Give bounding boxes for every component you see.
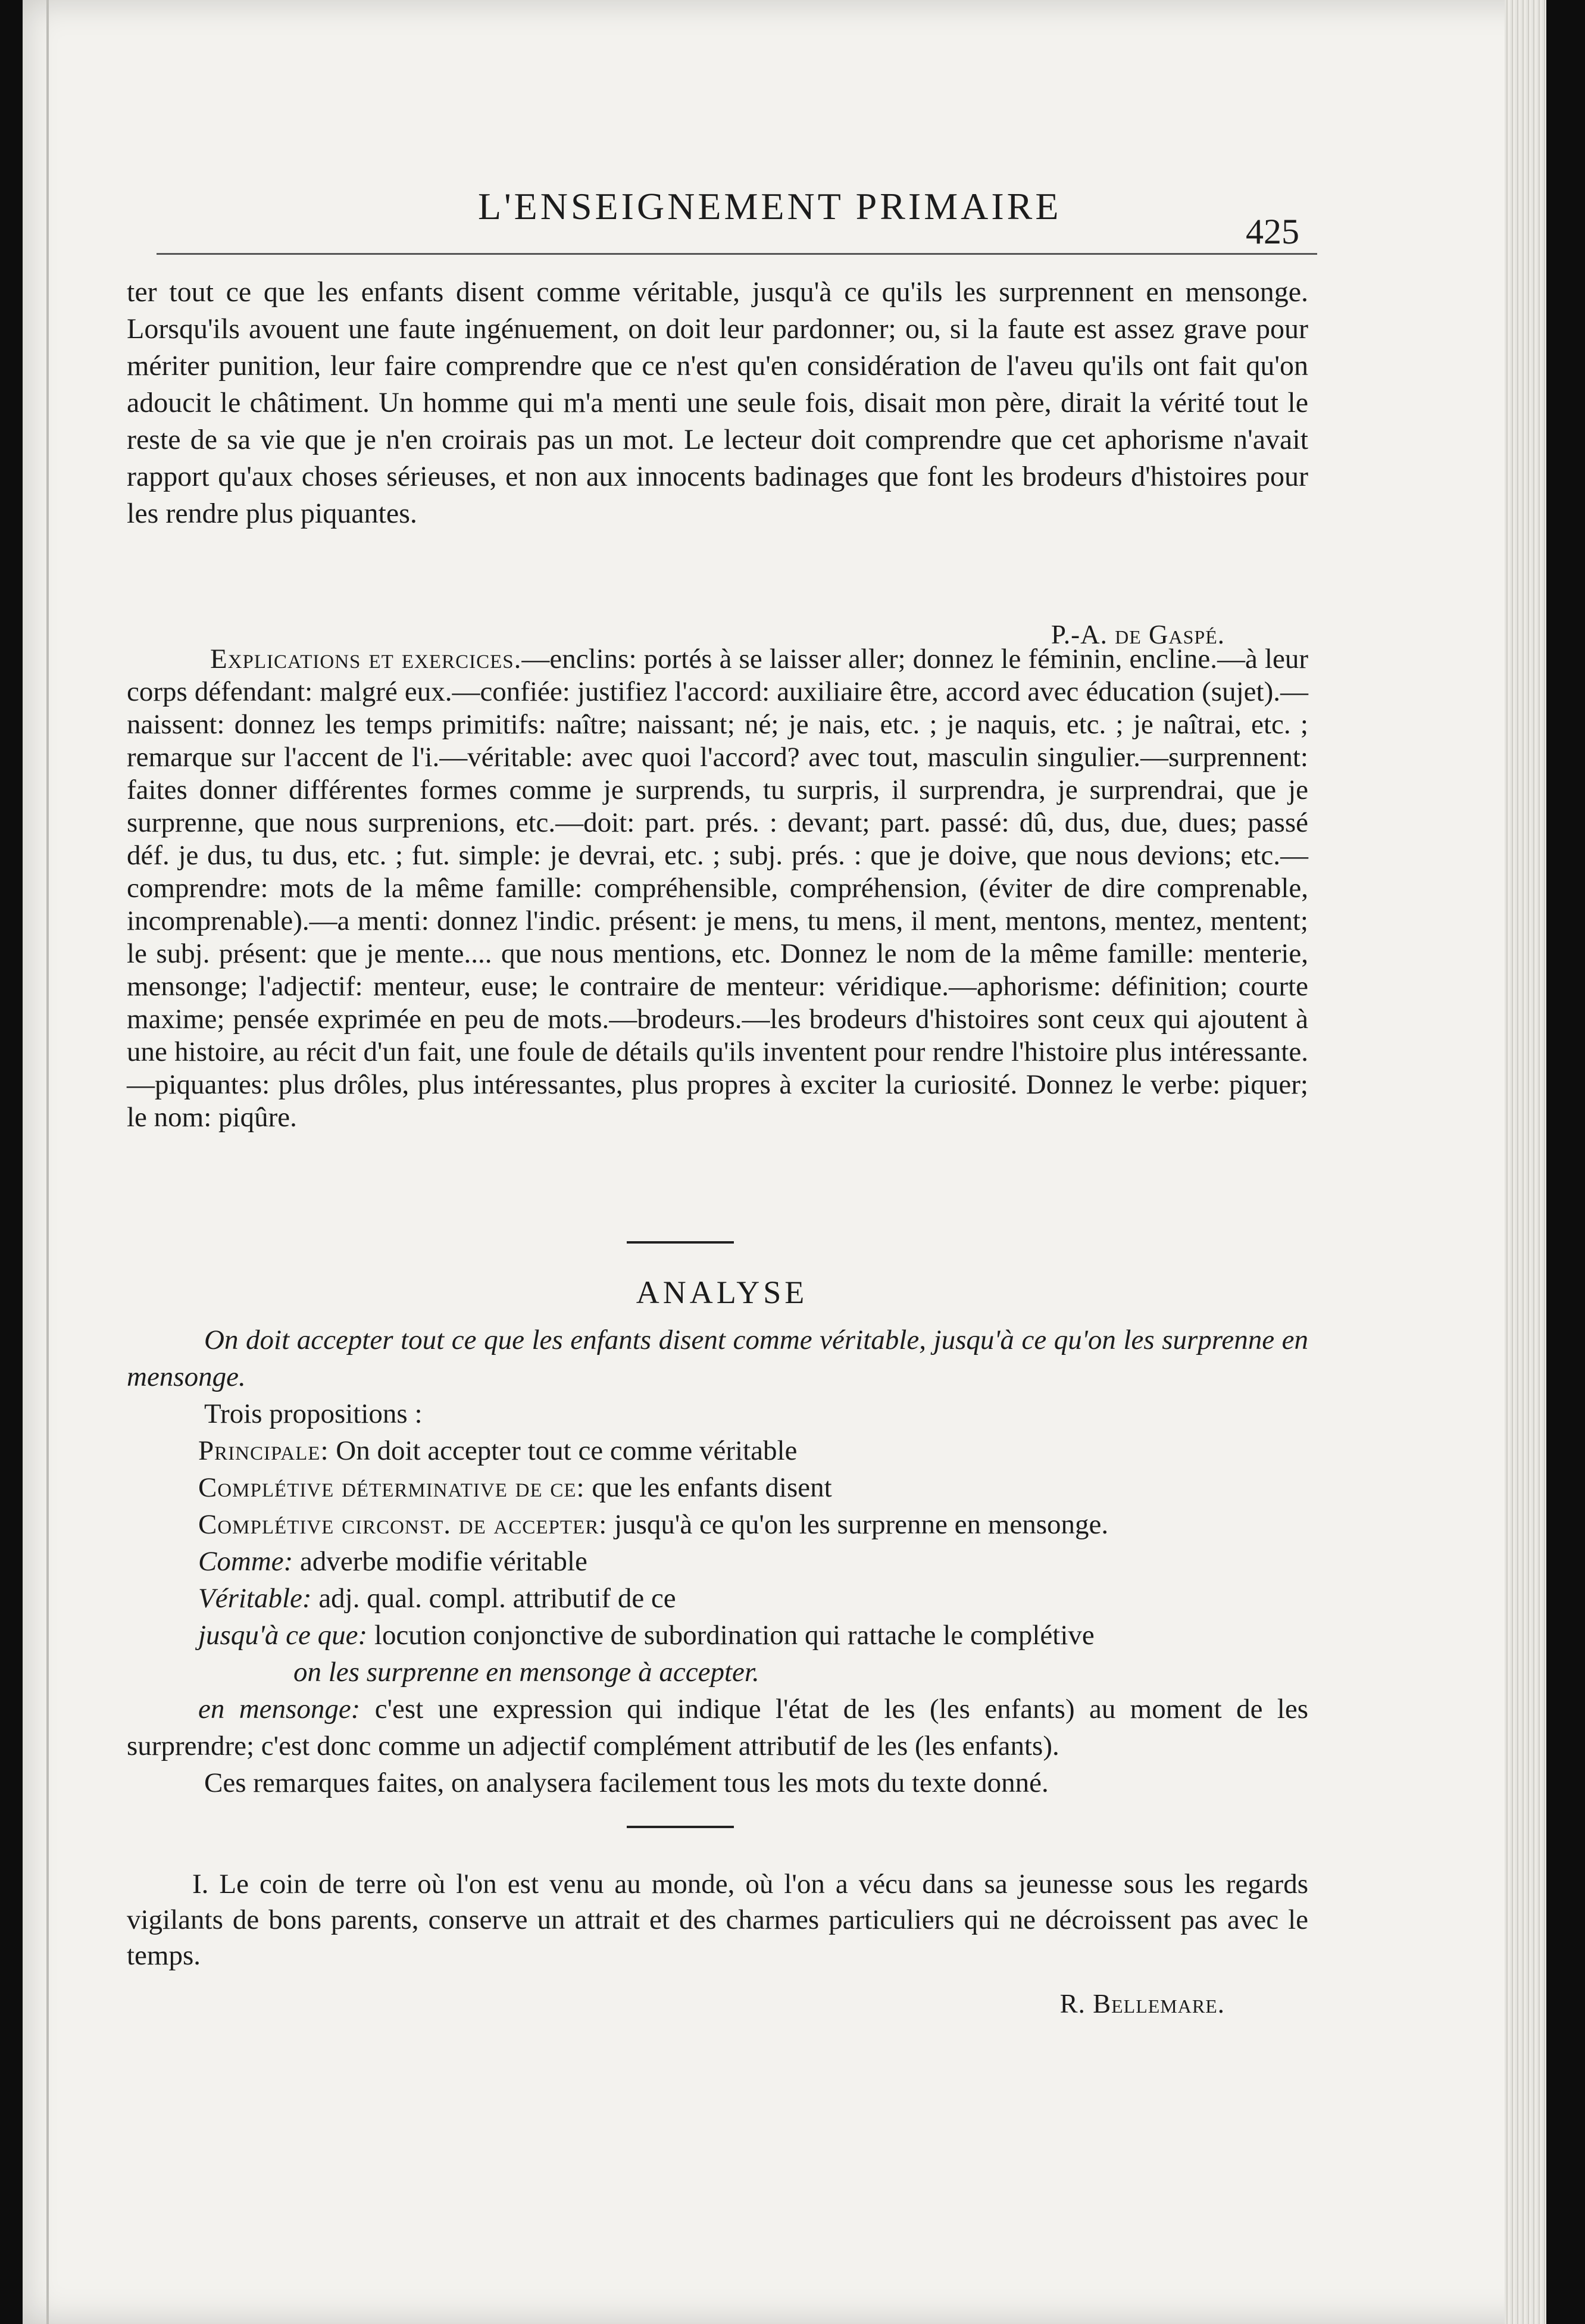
- note-text: locution conjonctive de subordination qui rattache le complétive: [374, 1620, 1095, 1651]
- page-header: [127, 185, 1317, 251]
- analysis-note: [127, 1543, 1308, 1580]
- page-number: 425: [1246, 212, 1299, 251]
- proposition-label: Complétive circonst. de accepter:: [198, 1509, 608, 1540]
- mensonge-term: en mensonge:: [198, 1694, 361, 1725]
- proposition-label: Principale:: [198, 1435, 329, 1466]
- analysis-note: [127, 1617, 1308, 1654]
- analysis-note: [127, 1580, 1308, 1617]
- proposition-text: que les enfants disent: [592, 1472, 832, 1503]
- proposition-item: [127, 1432, 1308, 1469]
- note-continuation: on les surprenne en mensonge à accepter.: [293, 1657, 759, 1688]
- running-title: L'ENSEIGNEMENT PRIMAIRE: [478, 185, 1062, 227]
- author-signature: P.-A. de Gaspé.: [1051, 620, 1225, 649]
- page-edge-stack: [1505, 0, 1546, 2324]
- analyse-closing: Ces remarques faites, on analysera facilement tous les mots du texte donné.: [204, 1767, 1049, 1798]
- note-text: adverbe modifie véritable: [300, 1546, 587, 1577]
- exercises-heading: Explications et exercices.: [210, 644, 522, 674]
- section-divider: [627, 1826, 734, 1828]
- analyse-title: ANALYSE: [636, 1275, 808, 1310]
- proposition-item: [127, 1506, 1308, 1543]
- note-text: adj. qual. compl. attributif de ce: [318, 1583, 676, 1614]
- exercises-paragraph: [127, 643, 1308, 1134]
- analyse-intro: Trois propositions :: [204, 1398, 423, 1429]
- analyse-sentence: On doit accepter tout ce que les enfants disent comme véritable, jusqu'à ce qu'on les surprenne en mensonge.: [127, 1325, 1308, 1392]
- page-gutter-line: [46, 0, 49, 2324]
- proposition-label: Complétive déterminative de ce:: [198, 1472, 585, 1503]
- proposition-text: jusqu'à ce qu'on les surprenne en mensonge.: [614, 1509, 1109, 1540]
- exercises-text: —enclins: portés à se laisser aller; donnez le féminin, encline.—à leur corps défendant: malgré eux.—confiée: justifiez l'accord: auxiliaire être, accord avec éducation (sujet).—naissent: donnez les temps primitifs: naître; naissant; né; je nais, etc. ; je naquis, etc. ; je naîtrai, etc. ; remarque sur l'accent de l'i.—véritable: avec quoi l'accord? avec tout, masculin singulier.—surprennent: faites donner différentes formes comme je surprends, tu surpris, il surprendra, je surprendrai, que je surprenne, que nous surprenions, etc.—doit: part. prés. : devant; part. passé: dû, dus, due, dues; passé déf. je dus, tu dus, etc. ; fut. simple: je devrai, etc. ; subj. prés. : que je doive, que nous devions; etc.—comprendre: mots de la même famille: compréhensible, compréhension, (éviter de dire comprenable, incomprenable).—a menti: donnez l'indic. présent: je mens, tu mens, il ment, mentons, mentez, mentent; le subj. présent: que je mente.... que nous mentions, etc. Donnez le nom de la même famille: menterie, mensonge; l'adjectif: menteur, euse; le contraire de menteur: véridique.—aphorisme: définition; courte maxime; pensée exprimée en peu de mots.—brodeurs.—les brodeurs d'histoires sont ceux qui ajoutent à une histoire, au récit d'un fait, une foule de détails qu'ils inventent pour rendre l'histoire plus intéressante.—piquantes: plus drôles, plus intéressantes, plus propres à exciter la curiosité. Donnez le verbe: piquer; le nom: piqûre.: [127, 644, 1308, 1133]
- proposition-item: [127, 1469, 1308, 1506]
- excerpt-signature: R. Bellemare.: [1059, 1989, 1225, 2019]
- book-page: [23, 0, 1546, 2324]
- mensonge-text: c'est une expression qui indique l'état de les (les enfants) au moment de les surprendre; c'est donc comme un adjectif complément attributif de les (les enfants).: [127, 1694, 1309, 1761]
- analyse-section: [127, 1322, 1308, 1801]
- proposition-text: On doit accepter tout ce comme véritable: [336, 1435, 798, 1466]
- header-rule: [157, 253, 1317, 255]
- mensonge-note: [127, 1691, 1308, 1764]
- prose-paragraph: ter tout ce que les enfants disent comme véritable, jusqu'à ce qu'ils les surprennent en mensonge. Lorsqu'ils avouent une faute ingénuement, on doit leur pardonner; ou, si la faute est assez grave pour mériter punition, leur faire comprendre que ce n'est qu'en considération de l'aveu qu'ils ont fait qu'on adoucit le châtiment. Un homme qui m'a menti une seule fois, disait mon père, dirait la vérité tout le reste de sa vie que je n'en croirais pas un mot. Le lecteur doit comprendre que cet aphorisme n'avait rapport qu'aux choses sérieuses, et non aux innocents badinages que font les brodeurs d'histoires pour les rendre plus piquantes.: [127, 276, 1308, 529]
- excerpt-paragraph: I. Le coin de terre où l'on est venu au monde, où l'on a vécu dans sa jeunesse sous les regards vigilants de bons parents, conserve un attrait et des charmes particuliers qui ne décroissent pas avec le temps.: [127, 1869, 1308, 1971]
- section-divider: [627, 1241, 734, 1244]
- note-term: jusqu'à ce que:: [198, 1620, 368, 1651]
- note-term: Comme:: [198, 1546, 293, 1577]
- note-term: Véritable:: [198, 1583, 312, 1614]
